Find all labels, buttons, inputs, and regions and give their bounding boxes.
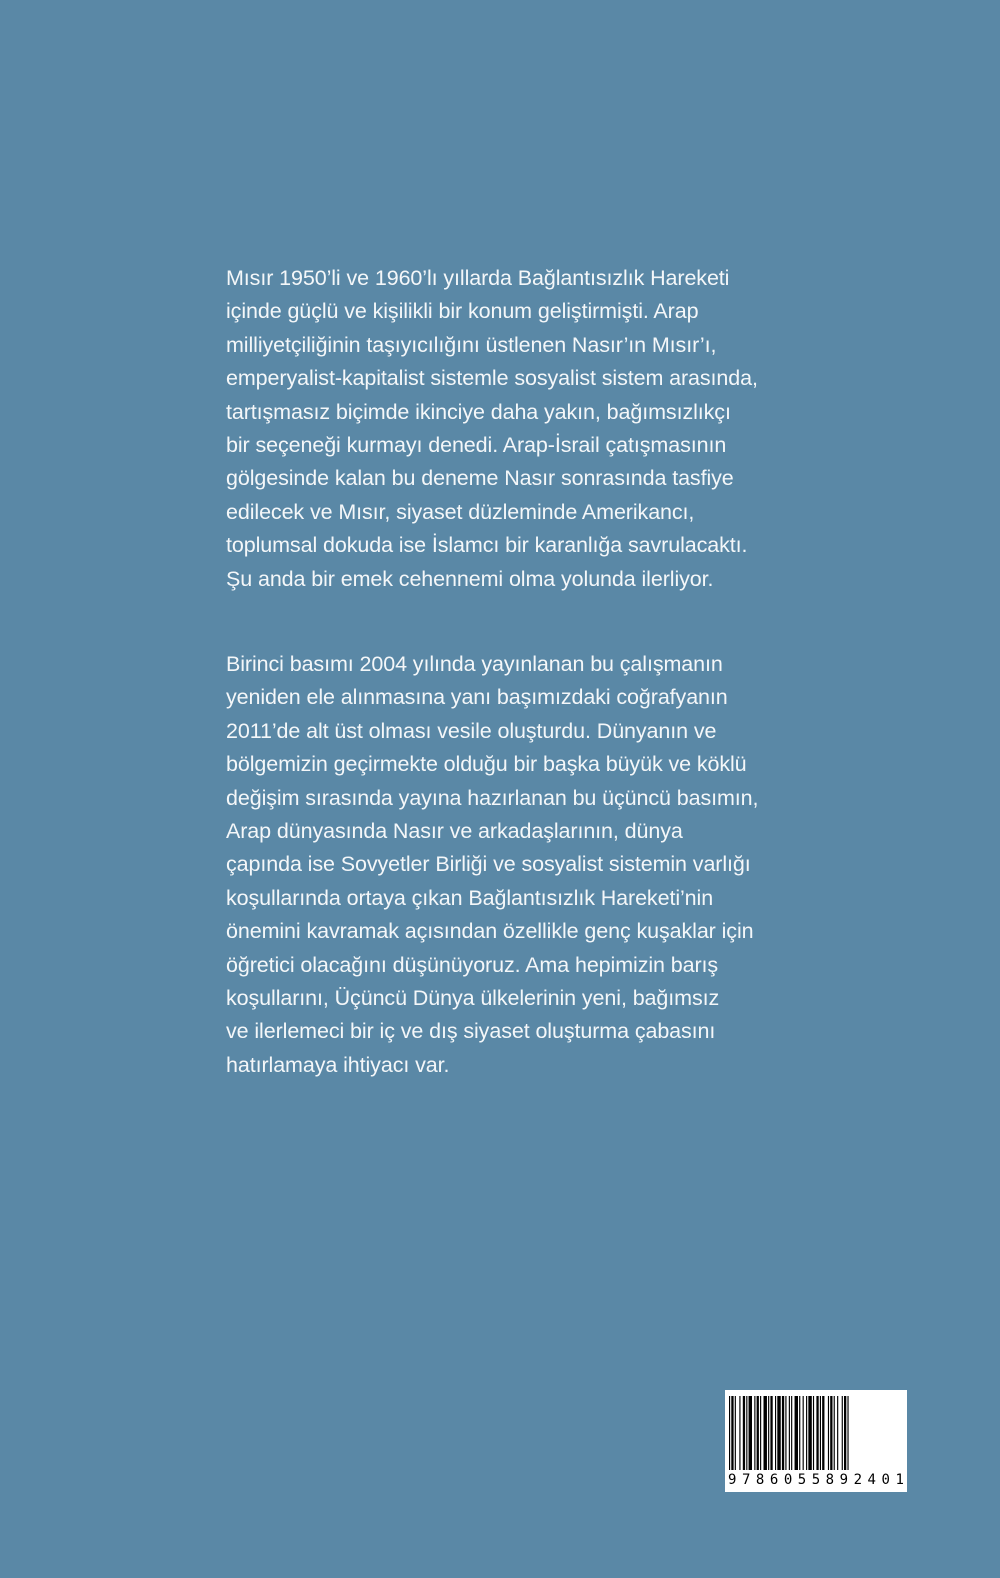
text-line: Şu anda bir emek cehennemi olma yolunda ilerliyor.	[226, 566, 714, 591]
barcode-bar	[782, 1396, 784, 1470]
barcode-bars	[725, 1390, 907, 1472]
barcode-bar	[844, 1396, 846, 1470]
text-line: çapında ise Sovyetler Birliği ve sosyalist sistemin varlığı	[226, 852, 751, 877]
barcode-bar	[806, 1396, 807, 1470]
barcode-bar	[822, 1396, 824, 1470]
barcode-bar	[746, 1396, 747, 1470]
isbn-digit: 2	[853, 1472, 863, 1488]
barcode-bar	[791, 1396, 792, 1470]
text-line: yeniden ele alınmasına yanı başımızdaki coğrafyanın	[226, 685, 728, 710]
text-line: Birinci basımı 2004 yılında yayınlanan bu çalışmanın	[226, 652, 723, 676]
barcode-bar	[757, 1396, 759, 1470]
barcode-bar	[837, 1396, 838, 1470]
text-line: hatırlamaya ihtiyacı var.	[226, 1052, 450, 1077]
barcode-bar	[789, 1396, 790, 1470]
barcode-bar	[803, 1396, 804, 1470]
text-line: koşullarında ortaya çıkan Bağlantısızlık Hareketi’nin	[226, 885, 714, 910]
barcode-bar	[842, 1396, 843, 1470]
isbn-digit: 5	[797, 1472, 807, 1488]
barcode-bar	[729, 1396, 730, 1470]
isbn-digit: 1	[895, 1472, 904, 1488]
isbn-digit: 6	[769, 1472, 779, 1488]
barcode-bar	[785, 1396, 786, 1470]
text-line: öğretici olacağını düşünüyoruz. Ama hepimizin barış	[226, 952, 719, 977]
barcode-bar	[795, 1396, 798, 1470]
isbn-digit: 7	[741, 1472, 751, 1488]
isbn-digit: 9	[728, 1472, 737, 1488]
barcode-bar	[739, 1396, 740, 1470]
text-line: edilecek ve Mısır, siyaset düzleminde Amerikancı,	[226, 499, 695, 524]
text-line: ve ilerlemeci bir iç ve dış siyaset oluşturma çabasını	[226, 1019, 716, 1044]
barcode-bar	[770, 1396, 772, 1470]
barcode-bar	[799, 1396, 800, 1470]
barcode-bar	[768, 1396, 769, 1470]
isbn-digit: 0	[881, 1472, 890, 1488]
barcode-bar	[754, 1396, 755, 1470]
barcode-bar	[828, 1396, 829, 1470]
barcode-bar	[808, 1396, 811, 1470]
text-line: milliyetçiliğinin taşıyıcılığını üstlenen Nasır’ın Mısır’ı,	[226, 332, 717, 357]
isbn-digit: 9	[839, 1472, 849, 1488]
isbn-digit: 4	[867, 1472, 876, 1488]
barcode-bar	[775, 1396, 776, 1470]
isbn-digit: 0	[783, 1472, 793, 1488]
text-line: emperyalist-kapitalist sistemle sosyalist sistem arasında,	[226, 366, 758, 391]
isbn-digit: 5	[811, 1472, 821, 1488]
barcode-bar	[830, 1396, 832, 1470]
isbn-digit: 8	[825, 1472, 835, 1488]
barcode-bar	[731, 1396, 733, 1470]
text-line: gölgesinde kalan bu deneme Nasır sonrasında tasfiye	[226, 466, 734, 491]
text-line: toplumsal dokuda ise İslamcı bir karanlığa savrulacaktı.	[226, 533, 748, 558]
barcode-bar	[813, 1396, 814, 1470]
text-line: Arap dünyasında Nasır ve arkadaşlarının, dünya	[226, 819, 683, 844]
barcode-bar	[760, 1396, 761, 1470]
text-line: 2011’de alt üst olması vesile oluşturdu. Dünyanın ve	[226, 718, 717, 743]
text-line: içinde güçlü ve kişilikli bir konum geliştirmişti. Arap	[226, 299, 699, 324]
blurb-paragraph-2	[226, 648, 826, 1082]
isbn-digit: 8	[755, 1472, 765, 1488]
text-line: önemini kavramak açısından özellikle genç kuşaklar için	[226, 919, 754, 944]
blurb-paragraph-1	[226, 262, 826, 596]
text-line: koşullarını, Üçüncü Dünya ülkelerinin yeni, bağımsız	[226, 986, 720, 1011]
isbn-number	[725, 1471, 907, 1489]
isbn-barcode	[725, 1390, 907, 1492]
barcode-bar	[735, 1396, 736, 1470]
barcode-bar	[743, 1396, 745, 1470]
barcode-bar	[777, 1396, 780, 1470]
barcode-bar	[820, 1396, 821, 1470]
text-line: Mısır 1950’li ve 1960’lı yıllarda Bağlantısızlık Hareketi	[226, 266, 730, 290]
text-line: değişim sırasında yayına hazırlanan bu üçüncü basımın,	[226, 785, 759, 810]
barcode-bar	[764, 1396, 767, 1470]
barcode-bar	[847, 1396, 848, 1470]
barcode-bar	[749, 1396, 752, 1470]
text-line: bölgemizin geçirmekte olduğu bir başka büyük ve köklü	[226, 752, 747, 777]
text-line: tartışmasız biçimde ikinciye daha yakın, bağımsızlıkçı	[226, 399, 731, 424]
text-line: bir seçeneği kurmayı denedi. Arap-İsrail çatışmasının	[226, 433, 727, 458]
barcode-bar	[834, 1396, 835, 1470]
barcode-bar	[816, 1396, 818, 1470]
